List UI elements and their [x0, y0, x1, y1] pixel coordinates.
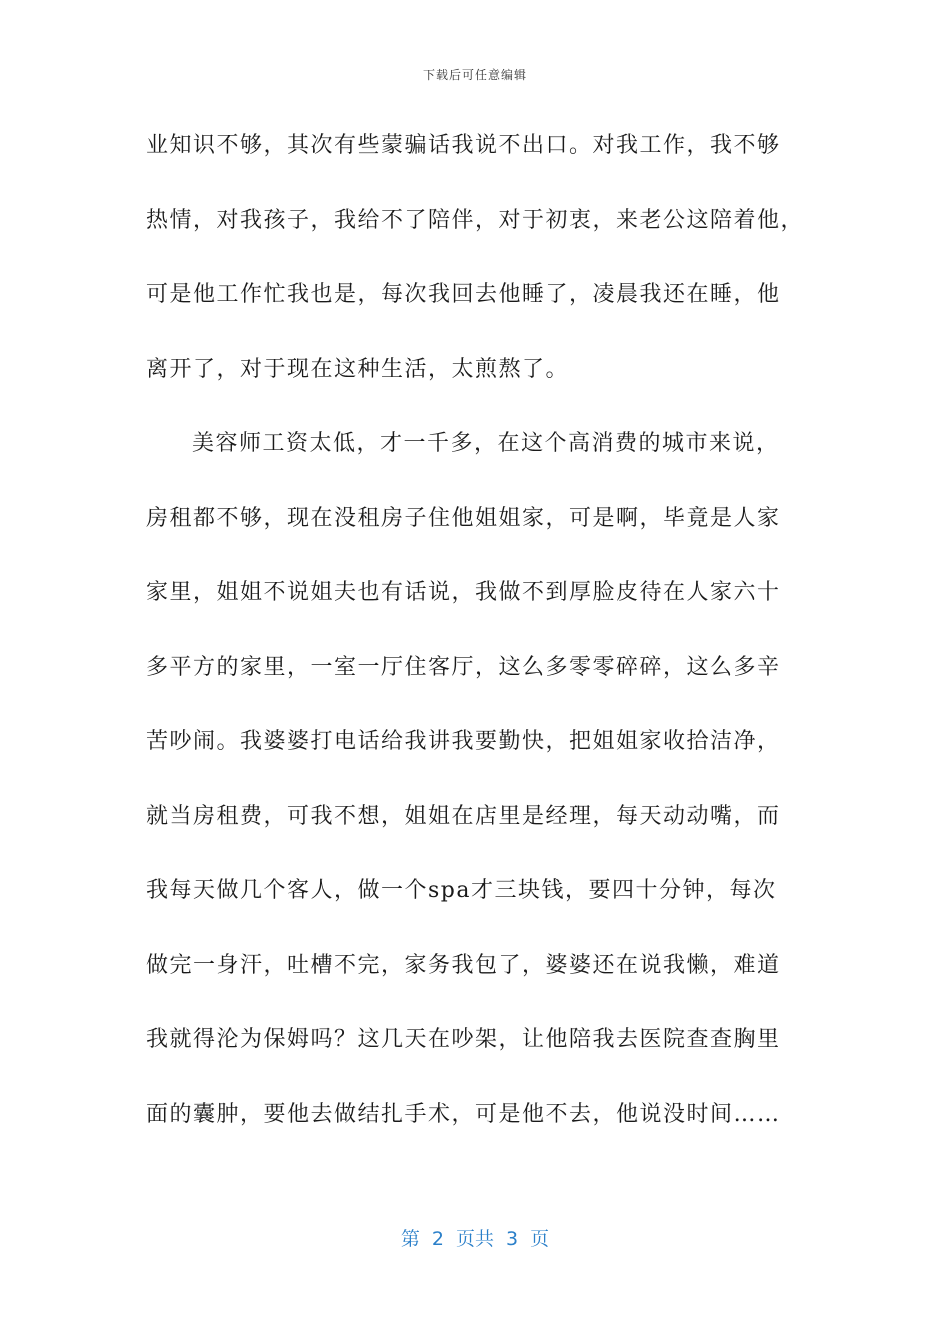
text-line: 热情，对我孩子，我给不了陪伴，对于初衷，来老公这陪着他，	[146, 207, 805, 233]
text-line: 苦吵闹。我婆婆打电话给我讲我要勤快，把姐姐家收拾洁净，	[146, 729, 781, 754]
text-line: 可是他工作忙我也是，每次我回去他睡了，凌晨我还在睡，他	[146, 282, 781, 307]
text-line: 我就得沦为保姆吗？这几天在吵架，让他陪我去医院查查胸里	[146, 1027, 781, 1052]
text-line: 多平方的家里，一室一厅住客厅，这么多零零碎碎，这么多辛	[146, 654, 781, 680]
paragraph-start-line: 美容师工资太低，才一千多，在这个高消费的城市来说，	[192, 431, 780, 456]
text-line: 房租都不够，现在没租房子住他姐姐家，可是啊，毕竟是人家	[146, 505, 781, 531]
page-header: 下载后可任意编辑	[422, 68, 527, 82]
text-line: 业知识不够，其次有些蒙骗话我说不出口。对我工作，我不够	[146, 133, 781, 158]
page-number-footer: 第 2 页共 3 页	[400, 1228, 550, 1250]
text-line: 离开了，对于现在这种生活，太煎熬了。	[146, 356, 570, 382]
text-line: 就当房租费，可我不想，姐姐在店里是经理，每天动动嘴，而	[146, 803, 781, 829]
text-line: 面的囊肿，要他去做结扎手术，可是他不去，他说没时间……	[146, 1101, 781, 1127]
text-line: 做完一身汗，吐槽不完，家务我包了，婆婆还在说我懒，难道	[146, 952, 781, 978]
text-line: 我每天做几个客人，做一个spa才三块钱，要四十分钟，每次	[146, 878, 777, 903]
document-body	[146, 118, 816, 1161]
text-line: 家里，姐姐不说姐夫也有话说，我做不到厚脸皮待在人家六十	[146, 580, 781, 605]
